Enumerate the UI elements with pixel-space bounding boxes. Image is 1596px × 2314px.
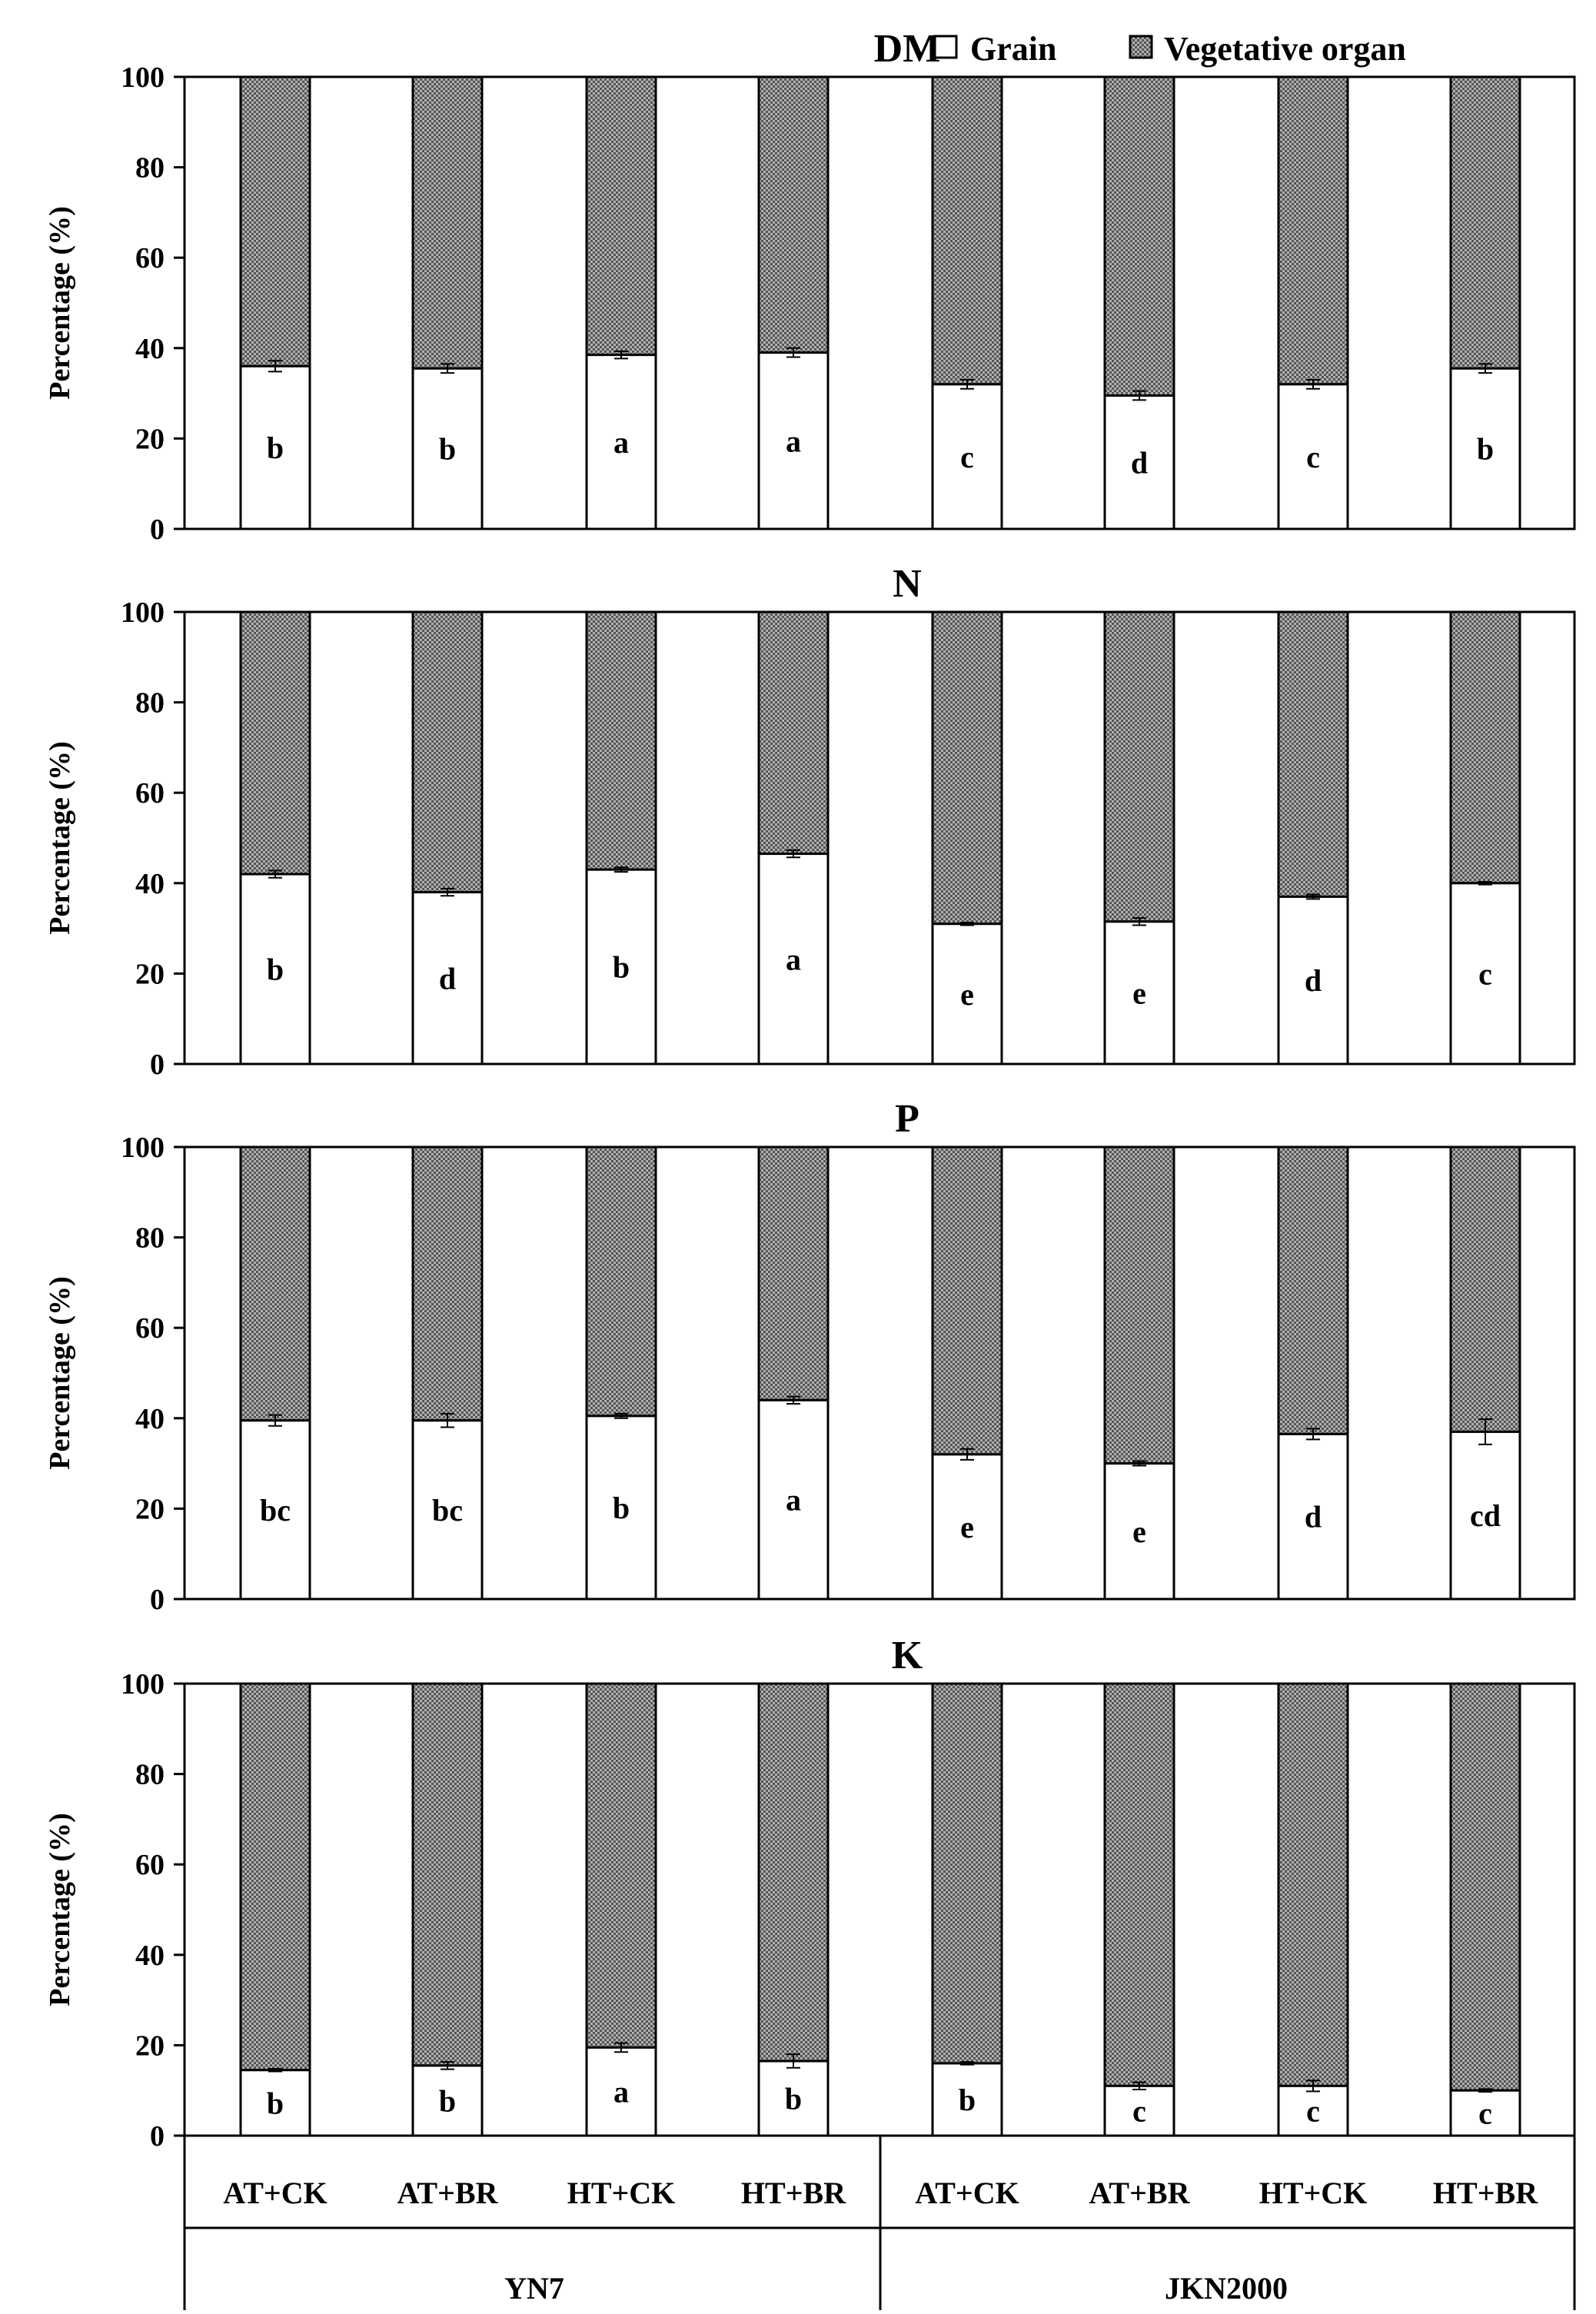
y-tick-label: 100 (121, 1132, 165, 1164)
significance-letter: e (1132, 976, 1146, 1011)
plot-frame (185, 612, 1574, 1064)
significance-letter: c (1478, 956, 1492, 992)
y-tick-label: 100 (121, 62, 165, 94)
panel-k (44, 1634, 1574, 2153)
y-tick-label: 20 (135, 958, 165, 991)
significance-letter: c (960, 439, 974, 474)
bar-vegetative-2 (413, 612, 482, 893)
x-category-label: AT+CK (915, 2176, 1019, 2210)
panel-dm (44, 27, 1574, 546)
panel-title: N (893, 562, 922, 606)
y-tick-label: 20 (135, 1493, 165, 1526)
x-category-label: AT+BR (1089, 2176, 1190, 2210)
x-category-label: HT+BR (1432, 2176, 1538, 2210)
bar-vegetative-5 (933, 1684, 1002, 2063)
x-group-label: YN7 (504, 2271, 564, 2306)
bar-vegetative-4 (759, 1147, 828, 1400)
bar-vegetative-5 (933, 77, 1002, 384)
plot-frame (185, 1147, 1574, 1599)
bar-vegetative-8 (1451, 612, 1520, 883)
significance-letter: c (1132, 2093, 1146, 2129)
bar-vegetative-1 (241, 1147, 310, 1421)
bar-vegetative-1 (241, 1684, 310, 2070)
legend-vegetative-swatch (1130, 36, 1152, 58)
legend-grain-label: Grain (970, 30, 1057, 68)
significance-letter: b (438, 2083, 457, 2119)
y-tick-label: 100 (121, 1668, 165, 1701)
y-tick-label: 60 (135, 242, 165, 275)
chart-panels (44, 27, 1574, 2153)
panel-title: K (891, 1634, 923, 1677)
significance-letter: b (438, 431, 457, 467)
y-tick-label: 20 (135, 2030, 165, 2063)
bar-vegetative-3 (587, 1684, 656, 2047)
y-tick-label: 60 (135, 1312, 165, 1345)
bar-vegetative-5 (933, 612, 1002, 924)
bar-vegetative-3 (587, 1147, 656, 1416)
bar-vegetative-2 (413, 77, 482, 368)
y-tick-label: 0 (150, 1049, 165, 1081)
bar-vegetative-3 (587, 77, 656, 355)
bar-vegetative-7 (1278, 612, 1348, 896)
bar-vegetative-2 (413, 1147, 482, 1421)
y-tick-label: 80 (135, 151, 165, 185)
bar-vegetative-4 (759, 612, 828, 854)
x-category-label: AT+CK (223, 2176, 328, 2210)
legend-vegetative-label: Vegetative organ (1164, 30, 1406, 68)
significance-letter: a (786, 1482, 801, 1518)
y-tick-label: 0 (150, 2120, 165, 2153)
significance-letter: a (786, 942, 801, 977)
y-axis-label: Percentage (%) (44, 1276, 76, 1470)
y-tick-label: 0 (150, 1584, 165, 1616)
x-category-label: AT+BR (397, 2176, 498, 2210)
significance-letter: b (1476, 431, 1495, 467)
y-axis-label: Percentage (%) (44, 741, 76, 935)
significance-letter: a (613, 424, 629, 460)
significance-letter: e (1132, 1514, 1146, 1549)
significance-letter: b (958, 2082, 976, 2117)
y-tick-label: 80 (135, 1222, 165, 1255)
significance-letter: b (612, 949, 630, 985)
significance-letter: b (266, 431, 284, 466)
significance-letter: d (438, 961, 457, 996)
bar-vegetative-6 (1105, 1684, 1174, 2086)
bar-vegetative-4 (759, 1684, 828, 2061)
panel-n (44, 562, 1574, 1081)
plot-frame (185, 77, 1574, 529)
significance-letter: c (1478, 2096, 1492, 2131)
y-tick-label: 40 (135, 332, 165, 365)
significance-letter: a (786, 424, 801, 459)
y-tick-label: 40 (135, 1939, 165, 1972)
significance-letter: cd (1470, 1498, 1501, 1534)
y-tick-label: 60 (135, 1849, 165, 1882)
significance-letter: b (612, 1490, 630, 1525)
bar-vegetative-2 (413, 1684, 482, 2066)
bar-vegetative-6 (1105, 77, 1174, 396)
bar-vegetative-3 (587, 612, 656, 869)
x-category-label: HT+CK (1259, 2176, 1368, 2210)
bar-vegetative-8 (1451, 77, 1520, 368)
panel-title: DM (873, 27, 941, 71)
significance-letter: c (1306, 2093, 1320, 2129)
y-tick-label: 40 (135, 867, 165, 900)
significance-letter: d (1304, 1499, 1322, 1534)
bar-vegetative-7 (1278, 1147, 1348, 1434)
y-tick-label: 80 (135, 1758, 165, 1791)
y-tick-label: 20 (135, 423, 165, 456)
x-category-label: HT+CK (567, 2176, 676, 2210)
y-axis-label: Percentage (%) (44, 206, 76, 400)
significance-letter: d (1130, 445, 1149, 480)
significance-letter: bc (432, 1492, 463, 1528)
y-tick-label: 100 (121, 597, 165, 629)
bar-vegetative-4 (759, 77, 828, 353)
significance-letter: e (960, 976, 974, 1012)
x-axis-categories (185, 2136, 1574, 2310)
bar-vegetative-7 (1278, 1684, 1348, 2086)
plot-frame (185, 1684, 1574, 2136)
panel-title: P (895, 1097, 919, 1141)
significance-letter: b (784, 2081, 803, 2116)
y-tick-label: 40 (135, 1402, 165, 1435)
bar-vegetative-5 (933, 1147, 1002, 1455)
significance-letter: b (266, 2086, 284, 2121)
significance-letter: b (266, 952, 284, 987)
significance-letter: c (1306, 439, 1320, 474)
y-tick-label: 0 (150, 514, 165, 546)
y-tick-label: 60 (135, 777, 165, 810)
bar-vegetative-6 (1105, 1147, 1174, 1464)
bar-vegetative-1 (241, 612, 310, 874)
significance-letter: e (960, 1509, 974, 1544)
significance-letter: a (613, 2074, 629, 2110)
y-axis-label: Percentage (%) (44, 1813, 76, 2006)
panel-p (44, 1097, 1574, 1616)
bar-vegetative-8 (1451, 1684, 1520, 2090)
significance-letter: bc (260, 1492, 291, 1528)
y-tick-label: 80 (135, 687, 165, 720)
bar-vegetative-7 (1278, 77, 1348, 384)
bar-vegetative-8 (1451, 1147, 1520, 1431)
bar-vegetative-1 (241, 77, 310, 366)
bar-vegetative-6 (1105, 612, 1174, 922)
significance-letter: d (1304, 963, 1322, 999)
x-group-label: JKN2000 (1165, 2271, 1288, 2306)
x-category-label: HT+BR (740, 2176, 846, 2210)
legend (935, 30, 1406, 68)
